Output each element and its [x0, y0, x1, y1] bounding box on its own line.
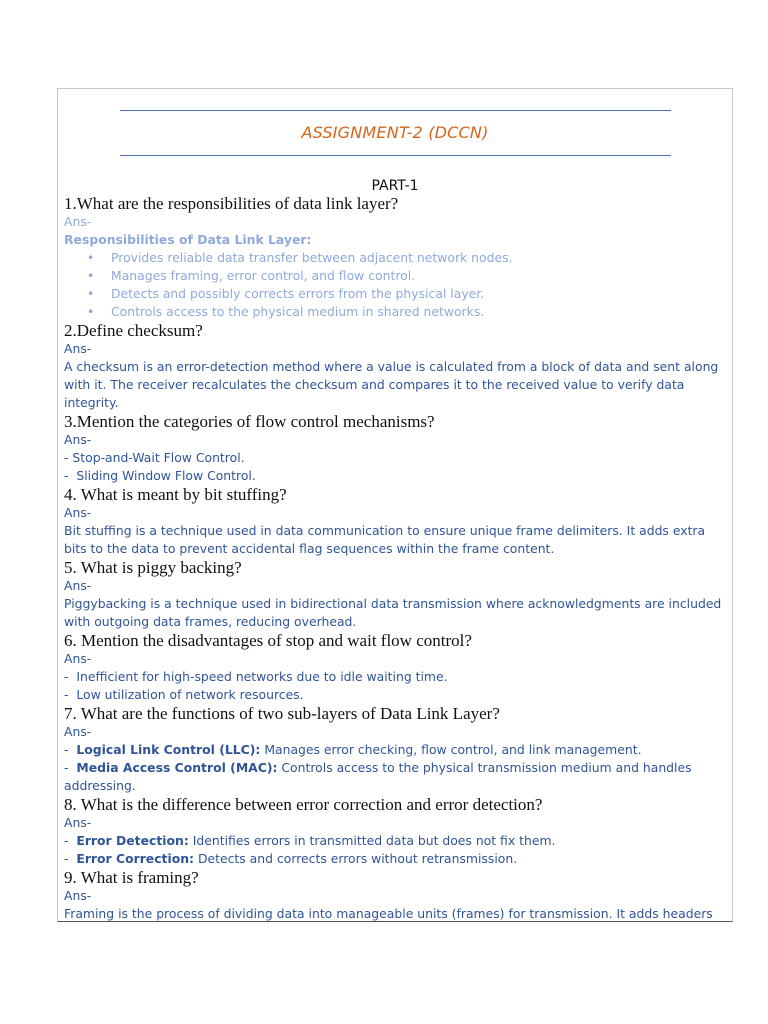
bullet-icon: •: [87, 250, 95, 265]
answer-8-item-detection: - Error Detection: Identifies errors in transmitted data but does not fix them.: [64, 833, 556, 848]
answer-label-5: Ans-: [64, 578, 92, 593]
question-2: 2.Define checksum?: [64, 321, 203, 340]
list-item: • Controls access to the physical medium in shared networks.: [87, 304, 485, 319]
answer-6-line-2: - Low utilization of network resources.: [64, 687, 304, 702]
qa-content: [64, 194, 728, 922]
title-bottom-rule: [120, 155, 671, 156]
answer-9-text: Framing is the process of dividing data into manageable units (frames) for transmission. It adds headers: [64, 906, 713, 921]
answer-3-line-1: - Stop-and-Wait Flow Control.: [64, 450, 245, 465]
question-5: 5. What is piggy backing?: [64, 558, 242, 577]
answer-label-6: Ans-: [64, 651, 92, 666]
answer-7-item-mac: - Media Access Control (MAC): Controls access to the physical transmission medium and handles addressing.: [64, 760, 692, 793]
document-page: [57, 88, 733, 922]
answer-1-list: [64, 249, 728, 321]
answer-5-text: Piggybacking is a technique used in bidirectional data transmission where acknowledgments are included with outgoing data frames, reducing overhead.: [64, 596, 722, 629]
assignment-title: ASSIGNMENT-2 (DCCN): [301, 123, 489, 142]
answer-2-text: A checksum is an error-detection method where a value is calculated from a block of data and sent along with it. The receiver recalculates the checksum and compares it to the received value to verify data integrity.: [64, 359, 719, 410]
answer-1-heading: Responsibilities of Data Link Layer:: [64, 232, 312, 247]
bullet-icon: •: [87, 304, 95, 319]
answer-7-item-llc: - Logical Link Control (LLC): Manages error checking, flow control, and link management.: [64, 742, 642, 757]
answer-label-9: Ans-: [64, 888, 92, 903]
answer-label-3: Ans-: [64, 432, 92, 447]
answer-label-4: Ans-: [64, 505, 92, 520]
list-item: • Detects and possibly corrects errors from the physical layer.: [87, 286, 485, 301]
bullet-icon: •: [87, 286, 95, 301]
question-3: 3.Mention the categories of flow control mechanisms?: [64, 412, 435, 431]
answer-label-1: Ans-: [64, 214, 92, 229]
question-1: 1.What are the responsibilities of data link layer?: [64, 194, 399, 213]
answer-6-line-1: - Inefficient for high-speed networks due to idle waiting time.: [64, 669, 448, 684]
question-4: 4. What is meant by bit stuffing?: [64, 485, 287, 504]
list-item: • Manages framing, error control, and flow control.: [87, 268, 416, 283]
question-6: 6. Mention the disadvantages of stop and wait flow control?: [64, 631, 472, 650]
answer-label-7: Ans-: [64, 724, 92, 739]
question-9: 9. What is framing?: [64, 868, 199, 887]
title-top-rule: [120, 110, 671, 111]
answer-4-text: Bit stuffing is a technique used in data communication to ensure unique frame delimiters. It adds extra bits to the data to prevent accidental flag sequences within the frame content.: [64, 523, 706, 556]
part-heading: PART-1: [371, 178, 419, 194]
bullet-icon: •: [87, 268, 95, 283]
answer-8-item-correction: - Error Correction: Detects and corrects errors without retransmission.: [64, 851, 518, 866]
question-8: 8. What is the difference between error correction and error detection?: [64, 795, 543, 814]
answer-label-2: Ans-: [64, 341, 92, 356]
answer-3-line-2: - Sliding Window Flow Control.: [64, 468, 256, 483]
question-7: 7. What are the functions of two sub-layers of Data Link Layer?: [64, 704, 500, 723]
list-item: • Provides reliable data transfer between adjacent network nodes.: [87, 250, 513, 265]
answer-label-8: Ans-: [64, 815, 92, 830]
